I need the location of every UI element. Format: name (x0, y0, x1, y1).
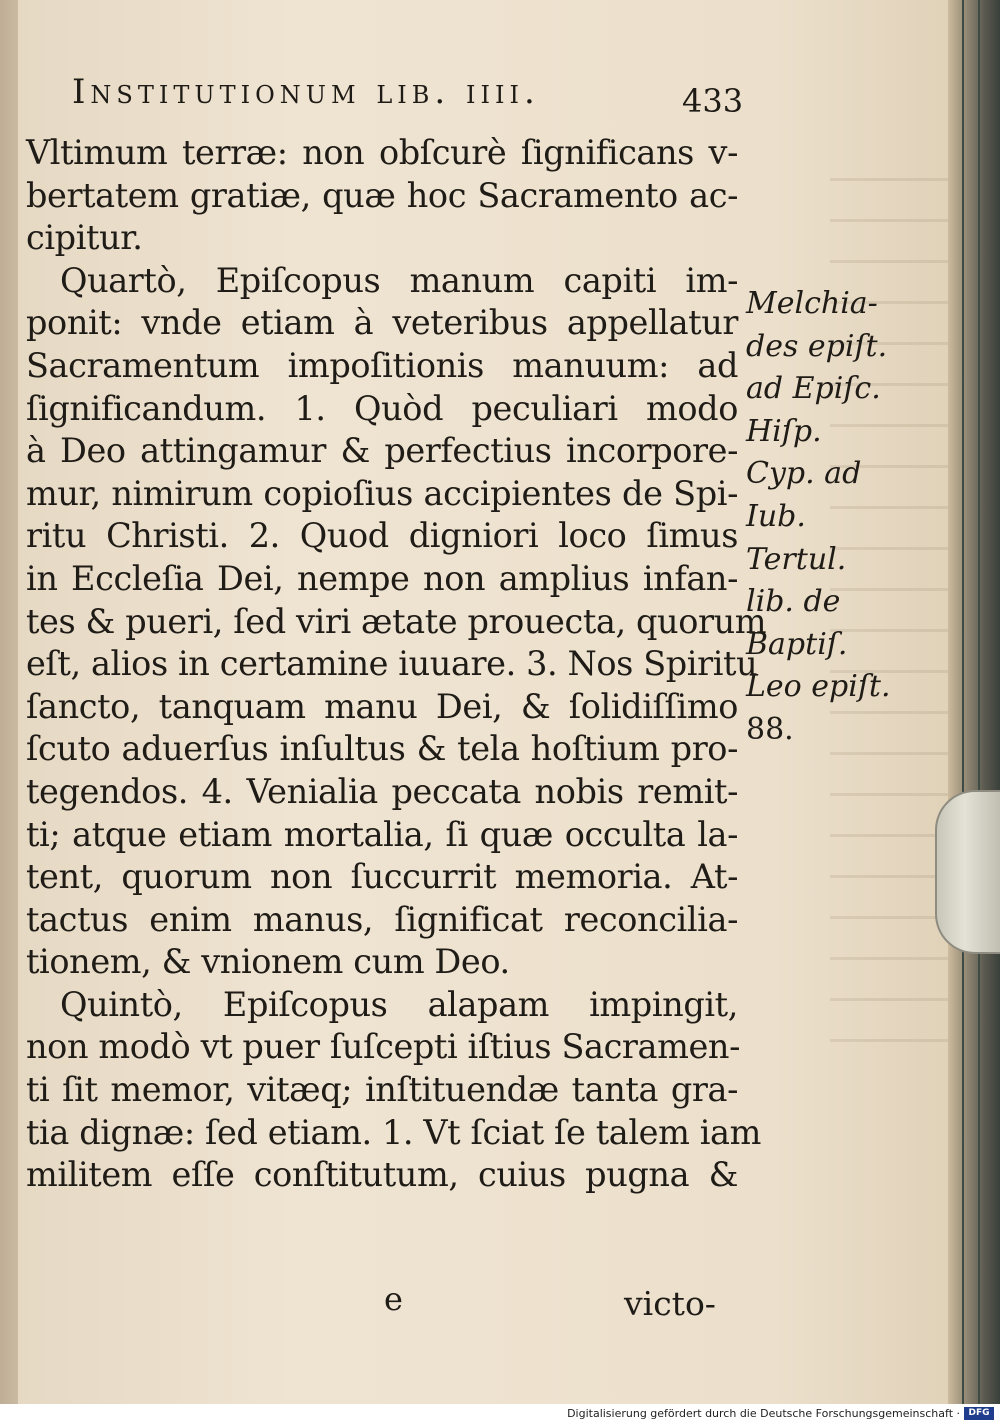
margin-note: 88. (746, 711, 794, 747)
margin-note: Cyp. ad (746, 456, 862, 492)
margin-notes (746, 283, 916, 752)
book-fore-edge (948, 0, 1000, 1404)
margin-note: Baptiſ. (746, 626, 848, 662)
text-line: bertatem gratiæ, quæ hoc Sacramento ac- (26, 175, 738, 215)
margin-note: Melchia- (746, 286, 878, 321)
fore-edge-line (962, 0, 964, 1404)
digitization-footer (0, 1404, 1000, 1424)
text-line: Sacramentum impoſitionis manuum: ad (26, 345, 738, 385)
body-text (26, 132, 767, 1197)
text-line: Quartò, Epiſcopus manum capiti im- (60, 260, 738, 300)
text-line: non modò vt puer ſuſcepti iſtius Sacramen- (26, 1027, 741, 1067)
text-line: eſt, alios in certamine iuuare. 3. Nos Spiritu (26, 644, 758, 684)
text-line: tionem, & vnionem cum Deo. (26, 942, 510, 982)
text-line: mur, nimirum copioſius accipientes de Spi- (26, 473, 738, 513)
text-line: ti; atque etiam mortalia, ſi quæ occulta la- (26, 814, 738, 854)
clasp-tab (935, 790, 1000, 954)
margin-note: Tertul. (746, 541, 847, 577)
text-line: tegendos. 4. Venialia peccata nobis remit- (26, 771, 738, 811)
text-line: in Eccleſia Dei, nempe non amplius infan- (26, 558, 738, 598)
text-line: ſignificandum. 1. Quòd peculiari modo (26, 388, 738, 428)
text-line: tactus enim manus, ſignificat reconcilia- (26, 899, 738, 939)
margin-note: ad Epiſc. (746, 371, 881, 407)
text-line: ponit: vnde etiam à veteribus appellatur (26, 303, 738, 343)
text-line: cipitur. (26, 218, 143, 258)
signature-mark: e (384, 1280, 403, 1318)
text-line: tia dignæ: ſed etiam. 1. Vt ſciat ſe talem iam (26, 1112, 761, 1152)
catchword: victo- (624, 1284, 716, 1323)
text-line: Quintò, Epiſcopus alapam impingit, (60, 984, 738, 1024)
margin-note: Iub. (746, 498, 806, 534)
text-line: tent, quorum non ſuccurrit memoria. At- (26, 857, 738, 897)
text-line: Vltimum terræ: non obſcurè ſignificans v- (26, 133, 738, 172)
running-head: Institutionum lib. iiii. (72, 72, 540, 112)
text-line: tes & pueri, ſed viri ætate prouecta, quorum (26, 601, 767, 641)
margin-note: Hiſp. (746, 413, 822, 449)
text-line: ſcuto aduerſus inſultus & tela hoſtium pro- (26, 729, 738, 769)
dfg-logo-icon: DFG (964, 1407, 994, 1420)
margin-note: lib. de (746, 584, 841, 620)
text-line: ti ſit memor, vitæq; inſtituendæ tanta gra- (26, 1070, 738, 1110)
margin-note: Leo epiſt. (746, 669, 891, 705)
text-line: ritu Christi. 2. Quod digniori loco ſimus (26, 516, 738, 556)
fore-edge-line (978, 0, 980, 1404)
dfg-credit: Digitalisierung gefördert durch die Deutsche Forschungsgemeinschaft · (567, 1407, 960, 1420)
text-line: militem eſſe conſtitutum, cuius pugna & (26, 1155, 738, 1195)
text-line: ſancto, tanquam manu Dei, & ſolidiſſimo (26, 686, 738, 726)
text-line: à Deo attingamur & perfectius incorpore- (26, 431, 738, 471)
margin-note: des epiſt. (746, 328, 888, 364)
page-header (72, 72, 752, 122)
page-number: 433 (682, 82, 744, 120)
